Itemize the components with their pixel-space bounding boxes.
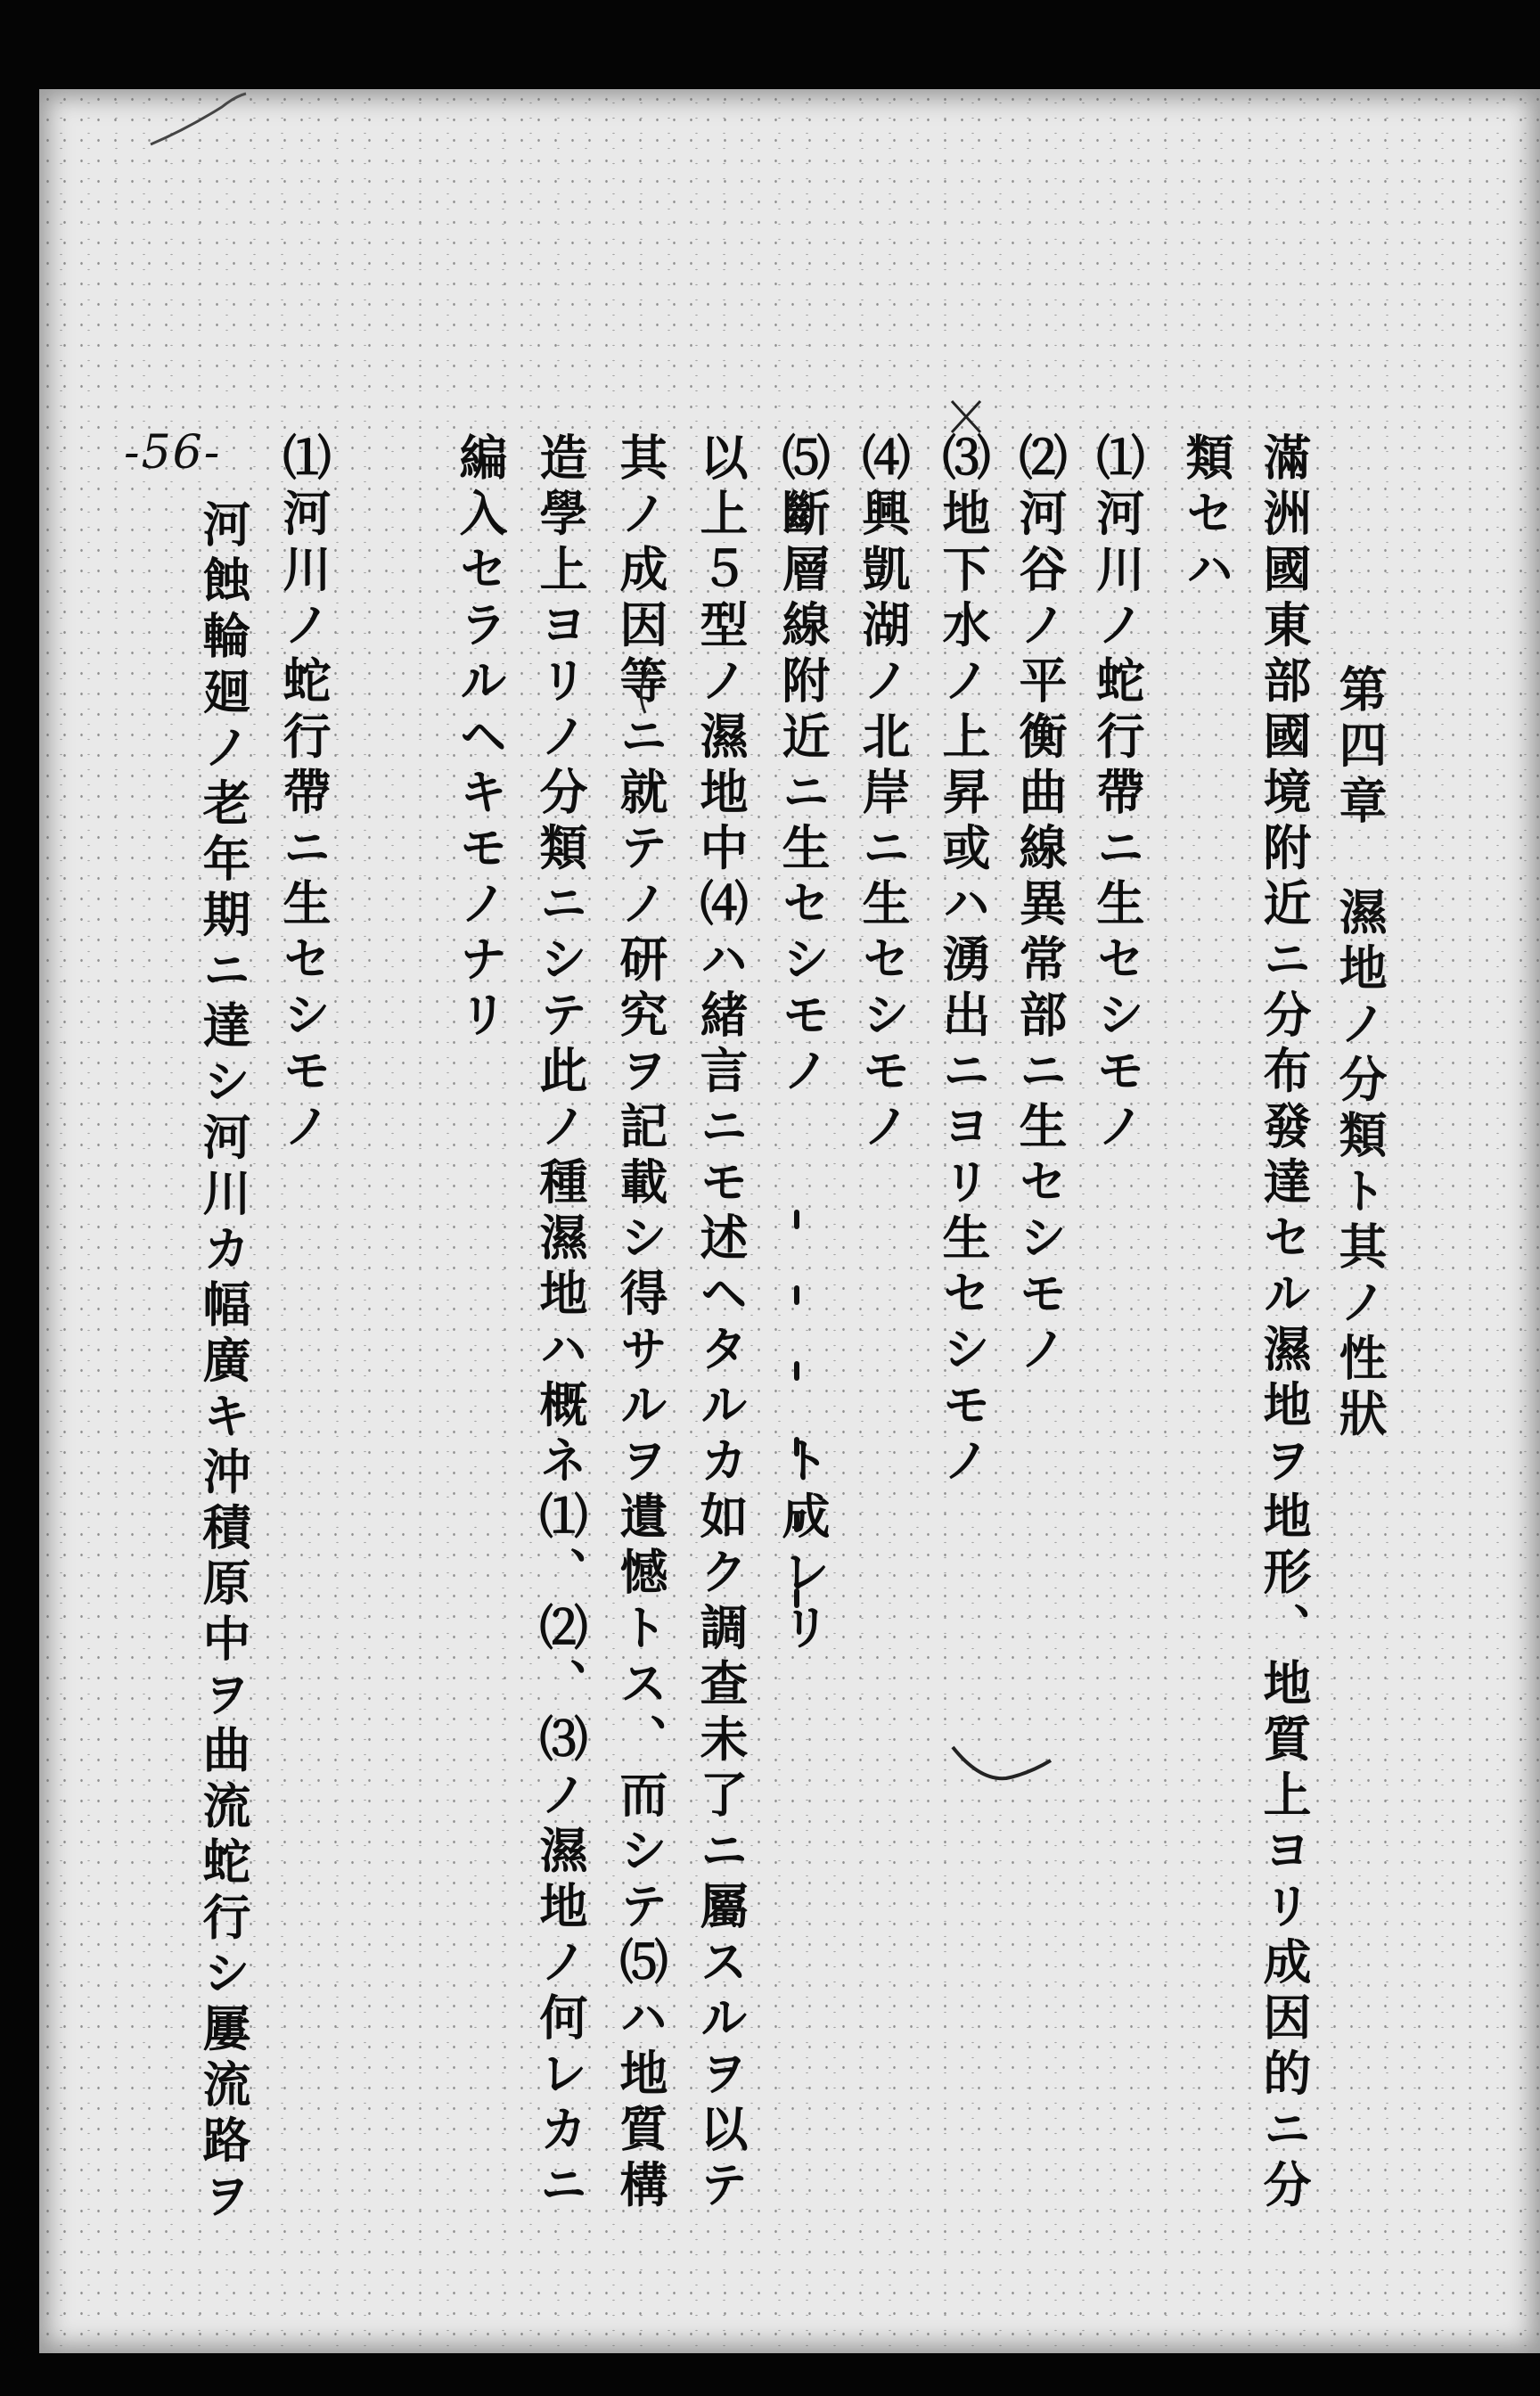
- page-number: -56-: [124, 426, 222, 480]
- text-column-6: ⑷興凱湖ノ北岸ニ生セシモノ: [855, 432, 912, 1157]
- pencil-cross-mark: [939, 308, 993, 450]
- text-column-12: ⑴河川ノ蛇行帶ニ生セシモノ: [275, 432, 332, 1157]
- pencil-bracket-mark: [944, 1738, 1069, 1809]
- text-column-5: ⑶地下水ノ上昇或ハ湧出ニヨリ生セシモノ: [935, 432, 992, 1491]
- document-page: [39, 89, 1540, 2353]
- dash-marks: [770, 1203, 823, 1667]
- text-column-13: 河蝕輪廻ノ老年期ニ達シ河川カ幅廣キ沖積原中ヲ曲流蛇行シ屢流路ヲ: [195, 499, 252, 2227]
- text-column-11: 編入セラルヘキモノナリ: [452, 432, 509, 1046]
- text-column-2: 類セハ: [1178, 432, 1235, 600]
- pencil-scribble-mark: [146, 89, 253, 152]
- text-column-8: 以上５型ノ濕地中⑷ハ緒言ニモ述ヘタルカ如ク調查未了ニ屬スルヲ以テ: [692, 432, 750, 2215]
- pencil-tick-mark: [610, 651, 663, 731]
- text-column-10: 造學上ヨリノ分類ニシテ此ノ種濕地ハ概ネ⑴、⑵、⑶ノ濕地ノ何レカニ: [532, 432, 589, 2215]
- text-column-1: 滿洲國東部國境附近ニ分布發達セル濕地ヲ地形、地質上ヨリ成因的ニ分: [1256, 432, 1313, 2215]
- text-column-9: 其ノ成因等ニ就テノ研究ヲ記載シ得サルヲ遺憾トス、而シテ⑸ハ地質構: [612, 432, 669, 2215]
- text-column-7: ⑸斷層線附近ニ生セシモノ ト成レリ: [774, 432, 831, 1658]
- text-column-4: ⑵河谷ノ平衡曲線異常部ニ生セシモノ: [1012, 432, 1069, 1380]
- text-column-3: ⑴河川ノ蛇行帶ニ生セシモノ: [1089, 432, 1146, 1157]
- chapter-heading: 第四章 濕地ノ分類ト其ノ性狀: [1331, 664, 1388, 1444]
